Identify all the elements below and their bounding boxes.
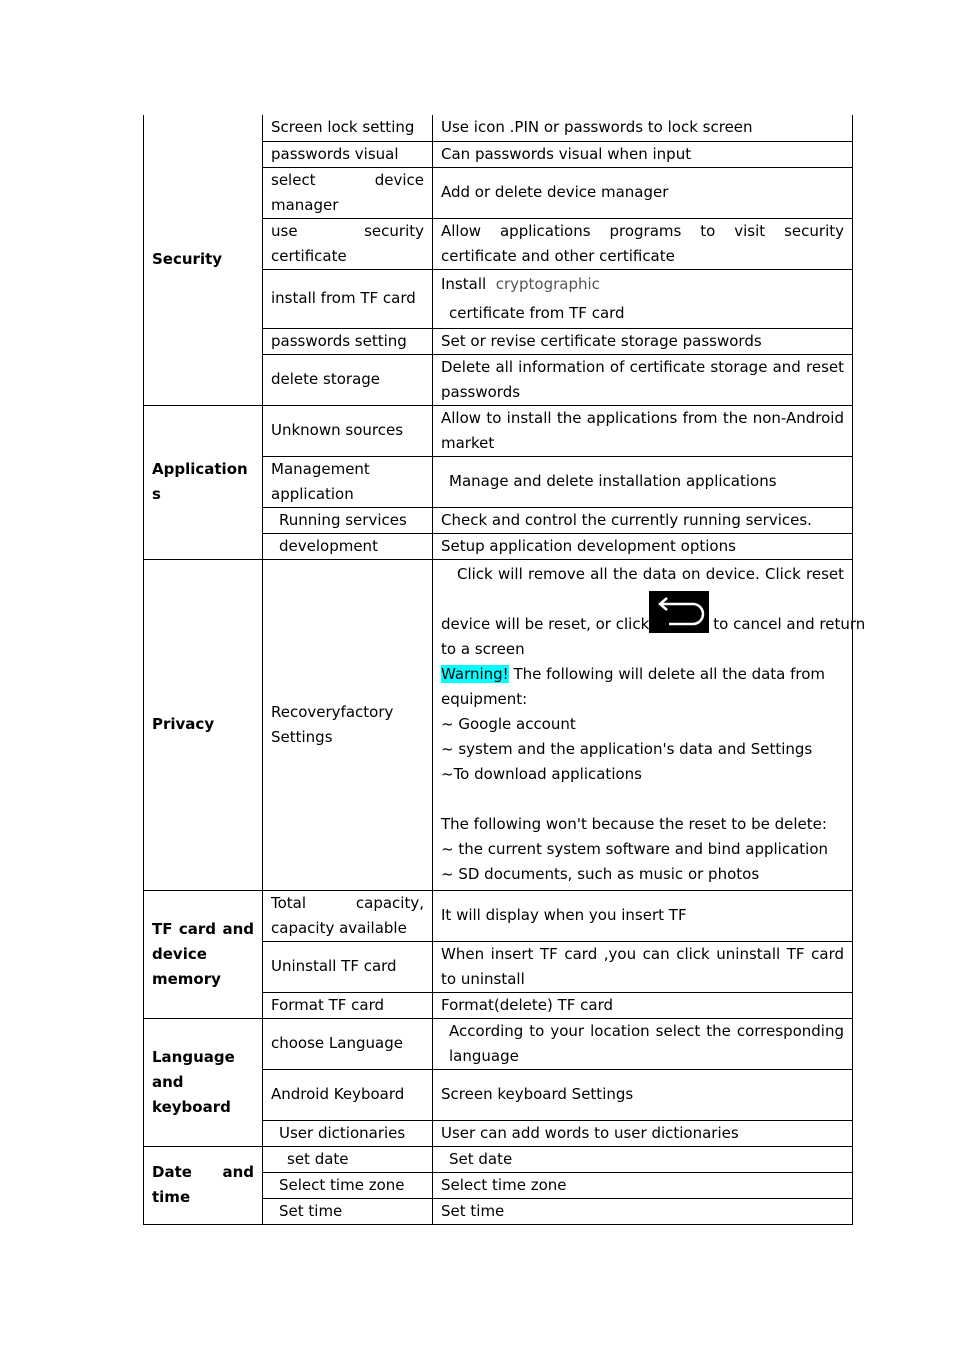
setting-desc: Delete all information of certificate storage and reset passwords [433, 354, 853, 405]
setting-desc: Setup application development options [433, 533, 853, 559]
section-privacy: Privacy [144, 559, 263, 890]
list-item: ~ the current system software and bind application [441, 840, 828, 858]
setting-name: development [263, 533, 433, 559]
privacy-line: to a screen [441, 640, 525, 658]
setting-name: passwords setting [263, 328, 433, 354]
setting-name: choose Language [263, 1018, 433, 1069]
section-tfcard: TF card and device memory [144, 890, 263, 1018]
setting-name: Screen lock setting [263, 115, 433, 141]
list-item: ~ SD documents, such as music or photos [441, 865, 760, 883]
privacy-warning: Warning! The following will delete all the data from [441, 665, 826, 683]
section-language: Language and keyboard [144, 1018, 263, 1146]
setting-desc: Select time zone [433, 1172, 853, 1198]
table-row [144, 115, 853, 141]
setting-desc: Screen keyboard Settings [433, 1069, 853, 1120]
section-security: Security [144, 115, 263, 405]
table-row [144, 1018, 853, 1069]
setting-desc: Check and control the currently running services. [433, 507, 853, 533]
section-applications: Applications [144, 405, 263, 559]
list-item: ~ system and the application's data and Settings [441, 740, 813, 758]
privacy-line: equipment: [441, 690, 528, 708]
setting-name: Set time [263, 1198, 433, 1224]
setting-name: install from TF card [263, 269, 433, 328]
table-row [144, 559, 853, 890]
section-datetime: Date and time [144, 1146, 263, 1224]
desc-text: certificate from TF card [449, 303, 625, 322]
setting-desc [433, 559, 866, 890]
setting-desc: It will display when you insert TF [433, 890, 853, 941]
table-row [144, 1146, 853, 1172]
setting-desc: Allow applications programs to visit security certificate and other certificate [433, 218, 853, 269]
table-row [144, 405, 853, 456]
setting-desc: According to your location select the corresponding language [433, 1018, 853, 1069]
setting-name: Uninstall TF card [263, 941, 433, 992]
setting-name: Management application [263, 456, 433, 507]
setting-name: select device manager [263, 167, 433, 218]
setting-name: Recoveryfactory Settings [263, 559, 433, 890]
setting-name: delete storage [263, 354, 433, 405]
setting-name: User dictionaries [263, 1120, 433, 1146]
setting-desc: Format(delete) TF card [433, 992, 853, 1018]
setting-desc: When insert TF card ,you can click uninstall TF card to uninstall [433, 941, 853, 992]
list-item: ~To download applications [441, 765, 642, 783]
setting-name: Running services [263, 507, 433, 533]
setting-desc: Can passwords visual when input [433, 141, 853, 167]
setting-desc: Set date [433, 1146, 853, 1172]
setting-name: use security certificate [263, 218, 433, 269]
setting-desc: Set or revise certificate storage passwords [433, 328, 853, 354]
desc-text: cryptographic [495, 274, 600, 293]
settings-table [143, 115, 866, 1225]
desc-text: Install [441, 274, 487, 293]
privacy-line: device will be reset, or click to cancel and return [441, 591, 844, 637]
list-item: ~ Google account [441, 715, 576, 733]
warning-label: Warning! [441, 665, 509, 683]
setting-desc: Allow to install the applications from the non-Android market [433, 405, 853, 456]
setting-name: set date [263, 1146, 433, 1172]
setting-desc: Add or delete device manager [433, 167, 853, 218]
back-arrow-icon [649, 591, 709, 633]
setting-desc: Manage and delete installation applications [433, 456, 853, 507]
setting-name: Android Keyboard [263, 1069, 433, 1120]
setting-name: Unknown sources [263, 405, 433, 456]
setting-desc: Set time [433, 1198, 853, 1224]
setting-name: Total capacity, capacity available [263, 890, 433, 941]
privacy-line: Click will remove all the data on device. Click reset [457, 565, 844, 583]
setting-name: passwords visual [263, 141, 433, 167]
setting-name: Format TF card [263, 992, 433, 1018]
setting-desc [433, 269, 853, 328]
setting-name: Select time zone [263, 1172, 433, 1198]
setting-desc: Use icon .PIN or passwords to lock screen [433, 115, 853, 141]
setting-desc: User can add words to user dictionaries [433, 1120, 853, 1146]
table-row [144, 890, 853, 941]
privacy-line: The following won't because the reset to be delete: [441, 815, 827, 833]
